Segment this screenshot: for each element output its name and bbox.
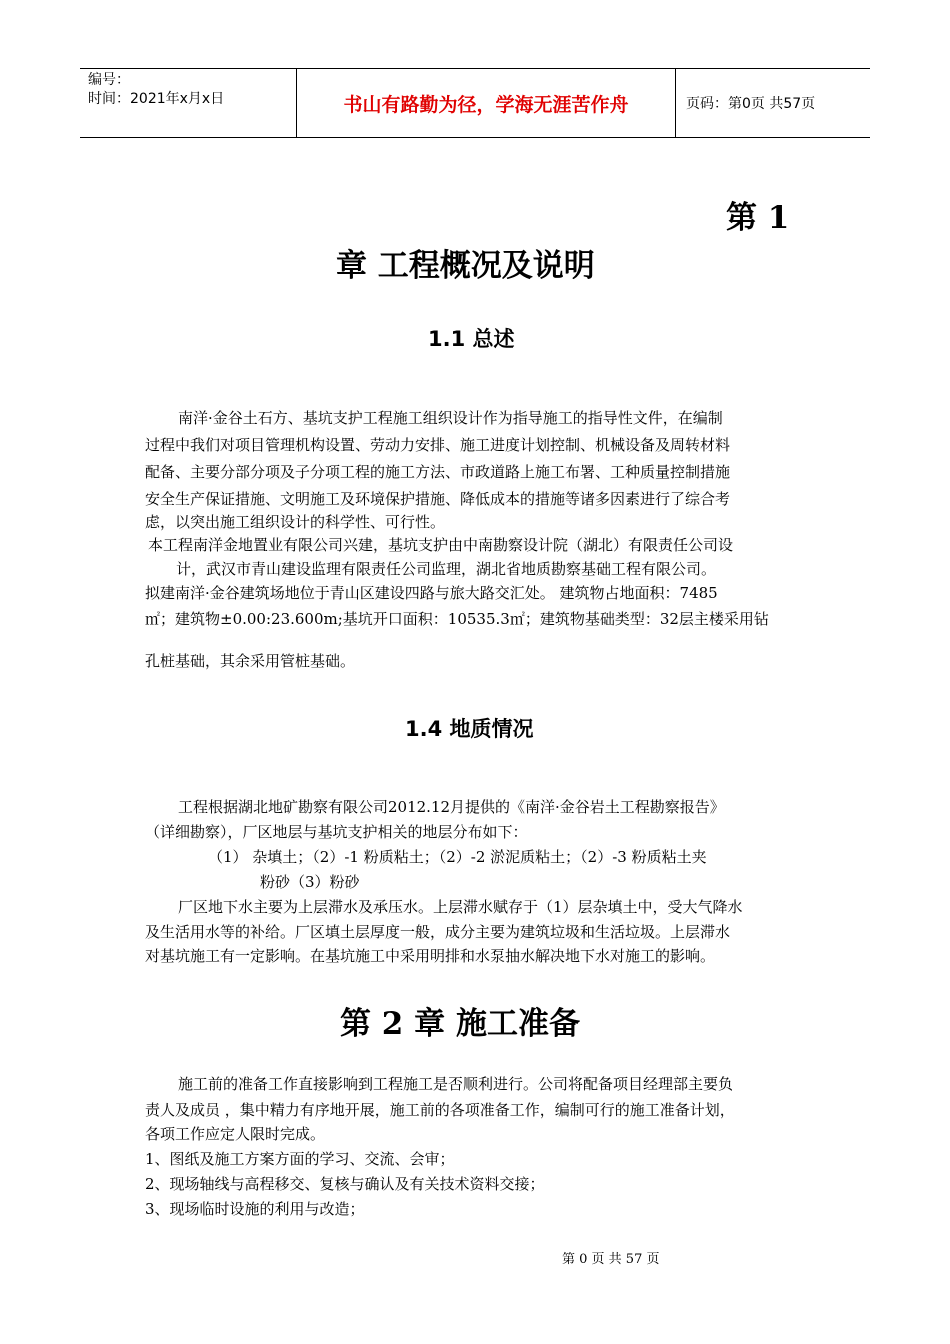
paragraph-line: 计，武汉市青山建设监理有限责任公司监理，湖北省地质勘察基础工程有限公司。 [176,560,717,578]
paragraph-line: 责人及成员 ，集中精力有序地开展，施工前的各项准备工作，编制可行的施工准备计划， [145,1101,735,1119]
list-item: 2、现场轴线与高程移交、复核与确认及有关技术资料交接； [145,1175,545,1193]
paragraph-line: 厂区地下水主要为上层滞水及承压水。上层滞水赋存于（1）层杂填土中，受大气降水 [178,898,743,916]
header-page-info: 页码：第0页 共57页 [686,96,816,112]
paragraph-line: 虑，以突出施工组织设计的科学性、可行性。 [145,513,446,531]
paragraph-line: 南洋·金谷土石方、基坑支护工程施工组织设计作为指导施工的指导性文件，在编制 [178,409,723,427]
section-1-1-title: 1.1 总述 [428,327,515,351]
time-label: 时间：2021年x月x日 [88,91,225,107]
chapter1-title-line1: 第 1 [726,200,790,236]
section-1-4-title: 1.4 地质情况 [405,717,534,741]
strata-list-line: 粉砂（3）粉砂 [260,873,360,891]
paragraph-line: 拟建南洋·金谷建筑场地位于青山区建设四路与旅大路交汇处。 建筑物占地面积：7485 [145,584,718,602]
list-item: 1、图纸及施工方案方面的学习、交流、会审； [145,1150,455,1168]
list-item: 3、现场临时设施的利用与改造； [145,1200,365,1218]
paragraph-line: ㎡；建筑物±0.00:23.600m;基坑开口面积：10535.3㎡；建筑物基础类型：32层主楼采用钻 [145,610,769,628]
paragraph-line: 本工程南洋金地置业有限公司兴建，基坑支护由中南勘察设计院（湖北）有限责任公司设 [148,536,734,554]
paragraph-line: 安全生产保证措施、文明施工及环境保护措施、降低成本的措施等诸多因素进行了综合考 [145,490,731,508]
paragraph-line: 过程中我们对项目管理机构设置、劳动力安排、施工进度计划控制、机械设备及周转材料 [145,436,731,454]
paragraph-line: 各项工作应定人限时完成。 [145,1125,326,1143]
paragraph-line: 配备、主要分部分项及子分项工程的施工方法、市政道路上施工布署、工种质量控制措施 [145,463,731,481]
header-motto: 书山有路勤为径，学海无涯苦作舟 [297,69,676,137]
header-meta-cell [80,69,297,137]
header-table [80,68,870,138]
page-footer: 第 0 页 共 57 页 [562,1252,660,1267]
paragraph-line: 对基坑施工有一定影响。在基坑施工中采用明排和水泵抽水解决地下水对施工的影响。 [145,947,716,965]
number-label: 编号： [88,72,130,88]
paragraph-line: 孔桩基础，其余采用管桩基础。 [145,652,356,670]
chapter1-title-line2: 章 工程概况及说明 [336,248,595,284]
chapter2-title: 第 2 章 施工准备 [340,1006,580,1042]
strata-list-line: （1） 杂填土；（2）-1 粉质粘土；（2）-2 淤泥质粘土；（2）-3 粉质粘土夹 [208,848,707,866]
paragraph-line: 施工前的准备工作直接影响到工程施工是否顺利进行。公司将配备项目经理部主要负 [178,1075,734,1093]
paragraph-line: （详细勘察），厂区地层与基坑支护相关的地层分布如下： [145,823,528,841]
paragraph-line: 工程根据湖北地矿勘察有限公司2012.12月提供的《南洋·金谷岩土工程勘察报告》 [178,798,725,816]
paragraph-line: 及生活用水等的补给。厂区填土层厚度一般，成分主要为建筑垃圾和生活垃圾。上层滞水 [145,923,731,941]
